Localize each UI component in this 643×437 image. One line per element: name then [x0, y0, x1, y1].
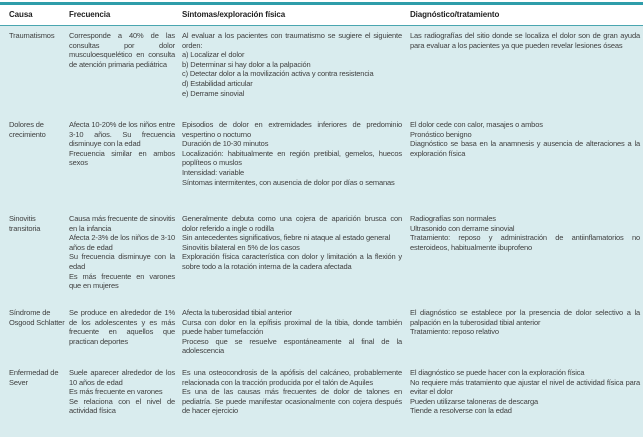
text-paragraph: Síndrome de Osgood Schlatter — [9, 308, 65, 327]
text-paragraph: Exploración física característica con dolor y limitación a la flexión y sobre todo a la rotación interna de la cadera afectada — [182, 252, 402, 271]
text-paragraph: Pueden utilizarse taloneras de descarga — [410, 396, 538, 406]
text-paragraph: Corresponde a 40% de las consultas por dolor musculoesquelético en consulta de atención primaria pediátrica — [69, 31, 175, 69]
cell-diagnostico — [410, 214, 643, 304]
text-paragraph: Ultrasonido con derrame sinovial — [410, 223, 515, 233]
text-paragraph: El diagnóstico se puede hacer con la exploración física — [410, 368, 585, 377]
cell-causa — [0, 214, 69, 304]
text-paragraph: a) Localizar el dolor — [182, 50, 245, 60]
table-row — [0, 364, 643, 416]
cell-causa — [0, 31, 69, 116]
text-paragraph: Tiende a resolverse con la edad — [410, 406, 512, 416]
text-paragraph: Enfermedad de Sever — [9, 368, 59, 387]
text-paragraph: El diagnóstico se establece por la presencia de dolor selectivo a la palpación en la tuberosidad tibial anterior — [410, 308, 640, 327]
cell-frecuencia — [69, 120, 182, 210]
text-paragraph: d) Estabilidad articular — [182, 78, 253, 88]
text-paragraph: Causa más frecuente de sinovitis en la infancia — [69, 214, 175, 233]
text-paragraph: Afecta 2-3% de los niños de 3-10 años de edad — [69, 233, 175, 252]
table-row — [0, 210, 643, 304]
text-paragraph: b) Determinar si hay dolor a la palpación — [182, 59, 311, 69]
text-paragraph: Suele aparecer alrededor de los 10 años de edad — [69, 368, 175, 387]
text-paragraph: c) Detectar dolor a la movilización activa y contra resistencia — [182, 69, 374, 79]
cell-sintomas — [182, 31, 410, 116]
text-paragraph: Es una osteocondrosis de la apófisis del calcáneo, probablemente relacionada con la tracción producida por el talón de Aquiles — [182, 368, 402, 387]
text-paragraph: El dolor cede con calor, masajes o ambos — [410, 120, 543, 129]
table-row — [0, 116, 643, 210]
cell-causa — [0, 368, 69, 416]
text-paragraph: Pronóstico benigno — [410, 129, 472, 139]
text-paragraph: Duración de 10-30 minutos — [182, 139, 269, 149]
text-paragraph: Traumatismos — [9, 31, 55, 40]
text-paragraph: Su frecuencia disminuye con la edad — [69, 252, 175, 271]
text-paragraph: Dolores de crecimiento — [9, 120, 46, 139]
column-header-frecuencia: Frecuencia — [69, 10, 111, 19]
cell-frecuencia — [69, 308, 182, 364]
text-paragraph: Sin antecedentes significativos, fiebre ni ataque al estado general — [182, 233, 391, 243]
text-paragraph: Tratamiento: reposo y administración de antiinflamatorios no esteroideos, habitualmente ibuprofeno — [410, 233, 640, 252]
cell-frecuencia — [69, 214, 182, 304]
cell-sintomas — [182, 214, 410, 304]
text-paragraph: Síntomas intermitentes, con ausencia de dolor por días o semanas — [182, 177, 395, 187]
cell-sintomas — [182, 368, 410, 416]
cell-causa — [0, 308, 69, 364]
text-paragraph: Episodios de dolor en extremidades inferiores de predominio vespertino o nocturno — [182, 120, 402, 139]
text-paragraph: Sinovitis transitoria — [9, 214, 41, 233]
text-paragraph: Afecta 10-20% de los niños entre 3-10 años. Su frecuencia disminuye con la edad — [69, 120, 175, 149]
column-header-sintomas: Síntomas/exploración física — [182, 10, 286, 19]
cell-diagnostico — [410, 308, 643, 364]
cell-diagnostico — [410, 368, 643, 416]
clinical-table — [0, 2, 643, 437]
text-paragraph: e) Derrame sinovial — [182, 88, 245, 98]
text-paragraph: Es una de las causas más frecuentes de dolor de talones en pediatría. Se puede manifestar ocasionalmente con cojera después de hacer ejercicio — [182, 387, 402, 416]
table-row — [0, 304, 643, 364]
text-paragraph: Afecta la tuberosidad tibial anterior — [182, 308, 292, 317]
cell-frecuencia — [69, 368, 182, 416]
cell-frecuencia — [69, 31, 182, 116]
text-paragraph: No requiere más tratamiento que ajustar el nivel de actividad física para evitar el dolor — [410, 377, 640, 397]
column-header-causa: Causa — [9, 10, 33, 19]
text-paragraph: Sinovitis bilateral en 5% de los casos — [182, 242, 300, 252]
cell-diagnostico — [410, 31, 643, 116]
text-paragraph: Cursa con dolor en la epífisis proximal de la tibia, donde también puede haber tumefacción — [182, 317, 402, 337]
cell-sintomas — [182, 308, 410, 364]
text-paragraph: Se relaciona con el nivel de actividad física — [69, 396, 175, 416]
cell-diagnostico — [410, 120, 643, 210]
table-header-row — [0, 2, 643, 26]
table-row — [0, 27, 643, 116]
cell-sintomas — [182, 120, 410, 210]
text-paragraph: Localización: habitualmente en región pretibial, gemelos, huecos poplíteos o muslos — [182, 148, 402, 168]
text-paragraph: Es más frecuente en varones que en mujeres — [69, 271, 175, 291]
cell-causa — [0, 120, 69, 210]
text-paragraph: Diagnóstico se basa en la anamnesis y ausencia de alteraciones a la exploración física — [410, 139, 640, 158]
text-paragraph: Al evaluar a los pacientes con traumatismo se sugiere el siguiente orden: — [182, 31, 402, 50]
text-paragraph: Intensidad: variable — [182, 167, 245, 177]
text-paragraph: Las radiografías del sitio donde se localiza el dolor son de gran ayuda para evaluar a los pacientes ya que pueden revelar lesiones óseas — [410, 31, 640, 50]
text-paragraph: Proceso que se resuelve espontáneamente al final de la adolescencia — [182, 336, 402, 356]
text-paragraph: Tratamiento: reposo relativo — [410, 327, 499, 337]
text-paragraph: Generalmente debuta como una cojera de aparición brusca con dolor referido a ingle o rodilla — [182, 214, 402, 233]
text-paragraph: Frecuencia similar en ambos sexos — [69, 148, 175, 168]
column-header-diagnostico: Diagnóstico/tratamiento — [410, 10, 500, 19]
table-body — [0, 26, 643, 437]
text-paragraph: Radiografías son normales — [410, 214, 496, 223]
text-paragraph: Se produce en alrededor de 1% de los adolescentes y es más frecuente en aquellos que practican deportes — [69, 308, 175, 346]
text-paragraph: Es más frecuente en varones — [69, 387, 163, 397]
